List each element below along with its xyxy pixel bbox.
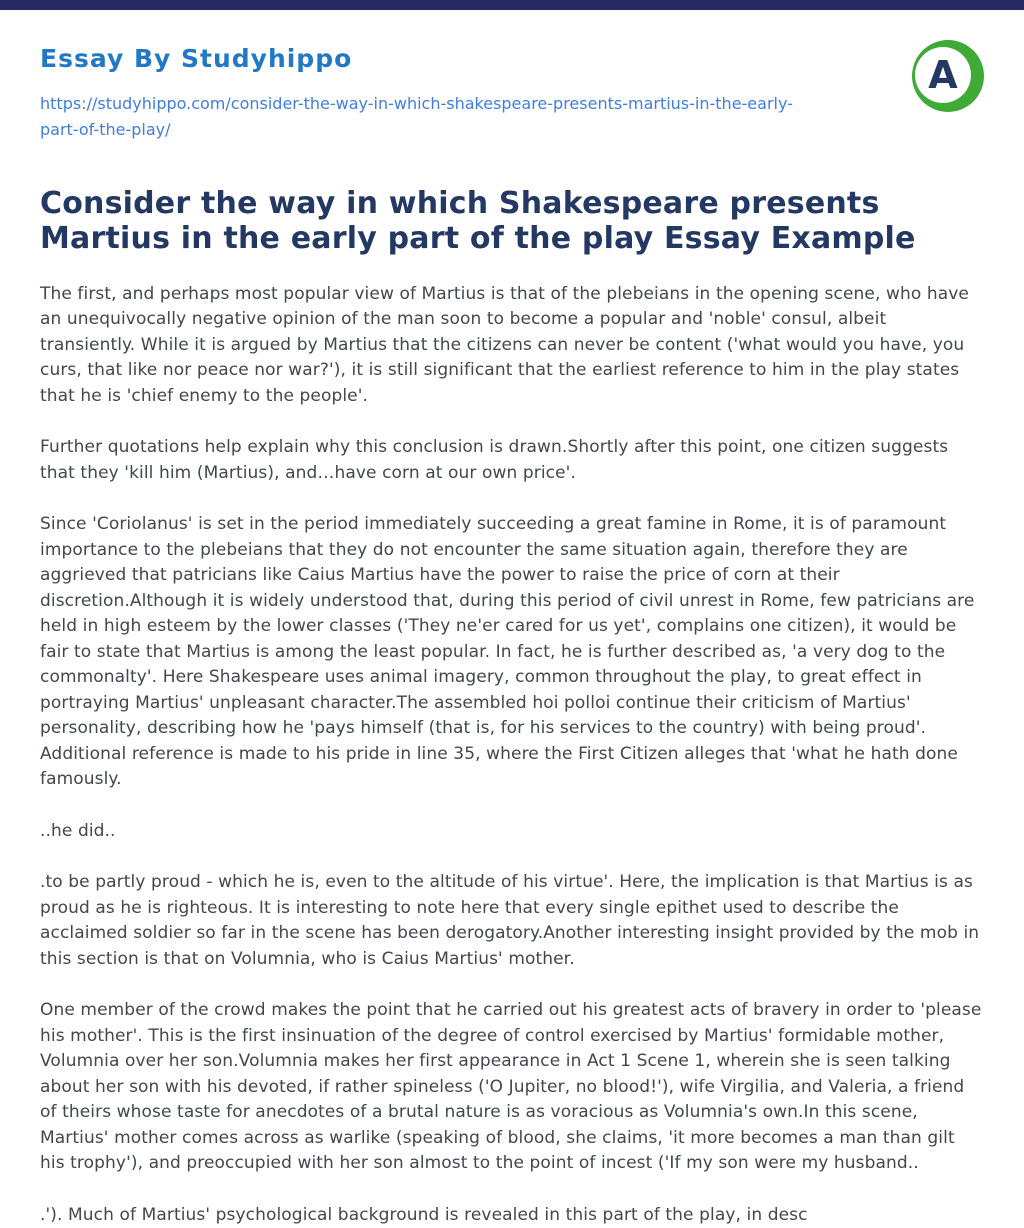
logo-letter: A [928,53,958,97]
paragraph: .to be partly proud - which he is, even to the altitude of his virtue'. Here, the implication is that Martius is as proud as he is righteous. It is interesting to note here that every single epithet used to describe the acclaimed soldier so far in the scene has been derogatory.Another interesting insight provided by the mob in this section is that on Volumnia, who is Caius Martius' mother. [40,872,980,969]
paragraph: One member of the crowd makes the point that he carried out his greatest acts of bravery in order to 'please his mother'. This is the first insinuation of the degree of control exercised by Martius' formidable mother, Volumnia over her son.Volumnia makes her first appearance in Act 1 Scene 1, wherein she is seen talking about her son with his devoted, if rather spineless ('O Jupiter, no blood!'), wife Virgilia, and Valeria, a friend of theirs whose taste for anecdotes of a brutal nature is as voracious as Volumnia's own.In this scene, Martius' mother comes across as warlike (speaking of blood, she claims, 'it more becomes a man than gilt his trophy'), and preoccupied with her son almost to the point of incest ('If my son were my husband.. [40,1000,982,1174]
paragraph: .'). Much of Martius' psychological background is revealed in this part of the play, in desc [40,1204,808,1225]
studyhippo-logo-icon [912,40,984,112]
article-title: Consider the way in which Shakespeare presents Martius in the early part of the play Essay Example [40,185,916,256]
paragraph: The first, and perhaps most popular view of Martius is that of the plebeians in the opening scene, who have an unequivocally negative opinion of the man soon to become a popular and 'noble' consul, albeit transiently. While it is argued by Martius that the citizens can never be content ('what would you have, you curs, that like nor peace nor war?'), it is still significant that the earliest reference to him in the play states that he is 'chief enemy to the people'. [40,283,969,406]
site-title: Essay By Studyhippo [40,44,353,73]
page-url-link[interactable]: https://studyhippo.com/consider-the-way-in-which-shakespeare-presents-martius-in-the-early-part-of-the-play/ [40,94,793,140]
article-body [40,282,984,1228]
paragraph: Further quotations help explain why this conclusion is drawn.Shortly after this point, one citizen suggests that they 'kill him (Martius), and…have corn at our own price'. [40,437,949,483]
top-accent-bar [0,0,1024,10]
page-container [0,10,1024,1228]
paragraph: Since 'Coriolanus' is set in the period immediately succeeding a great famine in Rome, it is of paramount importance to the plebeians that they do not encounter the same situation again, therefore they are aggrieved that patricians like Caius Martius have the power to raise the price of corn at their discretion.Although it is widely understood that, during this period of civil unrest in Rome, few patricians are held in high esteem by the lower classes ('They ne'er cared for us yet', complains one citizen), it would be fair to state that Martius is among the least popular. In fact, he is further described as, 'a very dog to the commonalty'. Here Shakespeare uses animal imagery, common throughout the play, to great effect in portraying Martius' unpleasant character.The assembled hoi polloi continue their criticism of Martius' personality, describing how he 'pays himself (that is, for his services to the country) with being proud'. Additional reference is made to his pride in line 35, where the First Citizen alleges that 'what he hath done famously. [40,514,975,790]
paragraph: ..he did.. [40,820,116,841]
